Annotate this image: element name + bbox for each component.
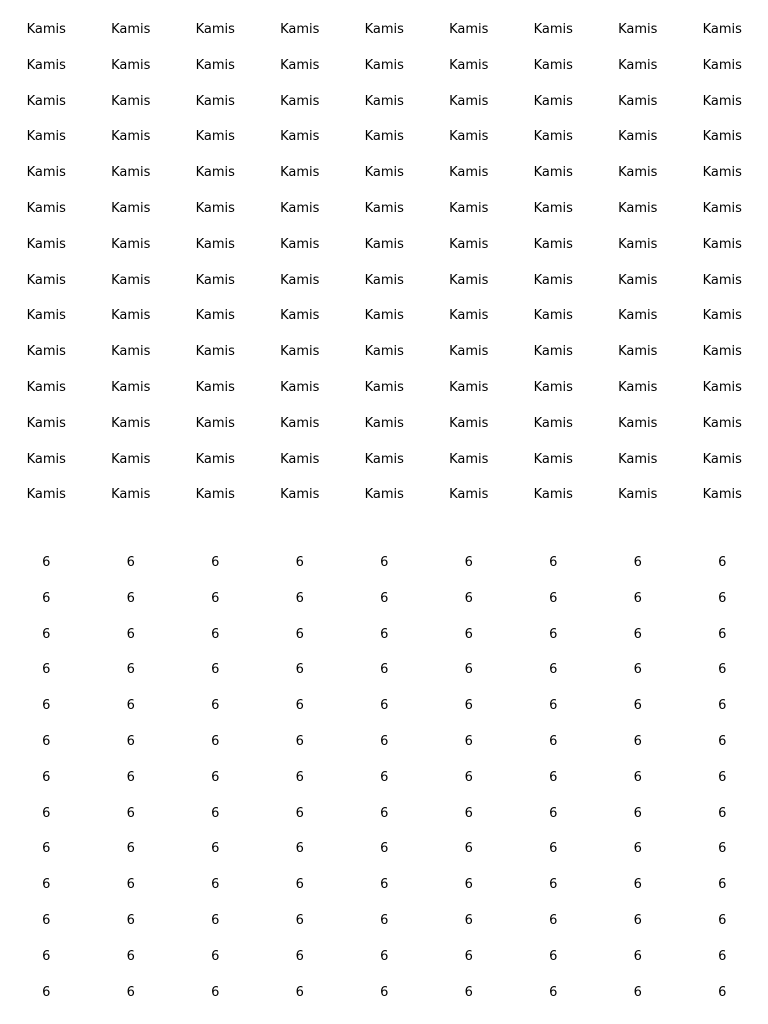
day-number-cell: 6 bbox=[380, 912, 389, 928]
day-name-cell: Kamis bbox=[280, 200, 320, 216]
day-name-cell: Kamis bbox=[533, 57, 573, 73]
day-name-cell: Kamis bbox=[702, 129, 742, 145]
day-name-grid bbox=[0, 20, 768, 521]
day-number-cell: 6 bbox=[549, 555, 558, 570]
day-number-cell: 6 bbox=[718, 626, 727, 642]
day-number-cell: 6 bbox=[211, 698, 220, 714]
day-name-cell: Kamis bbox=[364, 379, 404, 395]
day-name-cell: Kamis bbox=[702, 272, 742, 288]
day-number-cell: 6 bbox=[126, 733, 135, 749]
day-number-cell: 6 bbox=[380, 948, 389, 964]
day-name-cell: Kamis bbox=[280, 93, 320, 109]
day-number-cell: 6 bbox=[126, 555, 135, 570]
day-number-cell: 6 bbox=[42, 912, 51, 928]
day-name-cell: Kamis bbox=[111, 344, 151, 360]
day-number-cell: 6 bbox=[42, 590, 51, 606]
day-name-cell: Kamis bbox=[364, 129, 404, 145]
day-name-cell: Kamis bbox=[449, 93, 489, 109]
day-name-cell: Kamis bbox=[618, 22, 658, 37]
day-name-cell: Kamis bbox=[364, 22, 404, 37]
day-number-cell: 6 bbox=[42, 948, 51, 964]
day-name-cell: Kamis bbox=[195, 22, 235, 37]
day-number-cell: 6 bbox=[211, 805, 220, 821]
day-name-cell: Kamis bbox=[618, 93, 658, 109]
day-name-cell: Kamis bbox=[364, 200, 404, 216]
day-number-cell: 6 bbox=[633, 984, 642, 1000]
day-number-cell: 6 bbox=[464, 662, 473, 678]
day-number-cell: 6 bbox=[380, 590, 389, 606]
day-number-cell: 6 bbox=[126, 698, 135, 714]
day-number-cell: 6 bbox=[126, 769, 135, 785]
day-name-cell: Kamis bbox=[195, 379, 235, 395]
day-number-cell: 6 bbox=[126, 948, 135, 964]
day-name-cell: Kamis bbox=[449, 379, 489, 395]
day-number-cell: 6 bbox=[42, 984, 51, 1000]
day-name-cell: Kamis bbox=[449, 57, 489, 73]
day-name-cell: Kamis bbox=[26, 22, 66, 37]
day-number-cell: 6 bbox=[718, 555, 727, 570]
day-name-cell: Kamis bbox=[702, 93, 742, 109]
day-name-cell: Kamis bbox=[533, 308, 573, 324]
day-name-cell: Kamis bbox=[364, 451, 404, 467]
day-number-cell: 6 bbox=[42, 877, 51, 893]
day-number-cell: 6 bbox=[211, 877, 220, 893]
day-number-cell: 6 bbox=[549, 841, 558, 857]
day-number-cell: 6 bbox=[380, 841, 389, 857]
day-name-cell: Kamis bbox=[364, 93, 404, 109]
day-number-cell: 6 bbox=[718, 698, 727, 714]
day-name-cell: Kamis bbox=[618, 308, 658, 324]
day-number-cell: 6 bbox=[549, 733, 558, 749]
day-number-cell: 6 bbox=[295, 877, 304, 893]
day-number-cell: 6 bbox=[42, 769, 51, 785]
day-number-cell: 6 bbox=[380, 877, 389, 893]
day-number-cell: 6 bbox=[380, 769, 389, 785]
day-name-cell: Kamis bbox=[449, 451, 489, 467]
day-number-cell: 6 bbox=[380, 805, 389, 821]
day-name-cell: Kamis bbox=[26, 236, 66, 252]
day-number-cell: 6 bbox=[633, 805, 642, 821]
day-number-cell: 6 bbox=[718, 805, 727, 821]
day-name-cell: Kamis bbox=[618, 129, 658, 145]
day-number-cell: 6 bbox=[633, 626, 642, 642]
day-number-cell: 6 bbox=[464, 590, 473, 606]
day-number-cell: 6 bbox=[633, 769, 642, 785]
day-number-cell: 6 bbox=[549, 877, 558, 893]
day-name-cell: Kamis bbox=[364, 57, 404, 73]
day-name-cell: Kamis bbox=[533, 165, 573, 181]
day-name-cell: Kamis bbox=[618, 415, 658, 431]
day-number-cell: 6 bbox=[126, 912, 135, 928]
day-number-cell: 6 bbox=[464, 948, 473, 964]
day-name-cell: Kamis bbox=[111, 57, 151, 73]
day-number-cell: 6 bbox=[633, 555, 642, 570]
day-number-grid bbox=[0, 553, 768, 1018]
day-number-cell: 6 bbox=[380, 626, 389, 642]
day-name-cell: Kamis bbox=[702, 415, 742, 431]
day-number-cell: 6 bbox=[42, 733, 51, 749]
day-name-cell: Kamis bbox=[26, 272, 66, 288]
day-name-cell: Kamis bbox=[533, 272, 573, 288]
day-name-cell: Kamis bbox=[364, 236, 404, 252]
day-name-cell: Kamis bbox=[26, 129, 66, 145]
day-number-cell: 6 bbox=[464, 626, 473, 642]
day-name-cell: Kamis bbox=[702, 200, 742, 216]
day-name-cell: Kamis bbox=[111, 415, 151, 431]
day-number-cell: 6 bbox=[295, 912, 304, 928]
day-number-cell: 6 bbox=[211, 733, 220, 749]
day-number-cell: 6 bbox=[549, 626, 558, 642]
day-number-cell: 6 bbox=[380, 662, 389, 678]
day-name-cell: Kamis bbox=[111, 93, 151, 109]
day-number-cell: 6 bbox=[718, 984, 727, 1000]
day-number-cell: 6 bbox=[126, 841, 135, 857]
day-name-cell: Kamis bbox=[280, 22, 320, 37]
day-number-cell: 6 bbox=[633, 948, 642, 964]
day-name-cell: Kamis bbox=[533, 415, 573, 431]
day-name-cell: Kamis bbox=[280, 344, 320, 360]
day-name-cell: Kamis bbox=[702, 308, 742, 324]
day-name-cell: Kamis bbox=[449, 200, 489, 216]
day-name-cell: Kamis bbox=[111, 451, 151, 467]
day-number-cell: 6 bbox=[549, 948, 558, 964]
day-number-cell: 6 bbox=[464, 698, 473, 714]
day-name-cell: Kamis bbox=[533, 344, 573, 360]
day-number-cell: 6 bbox=[126, 590, 135, 606]
day-number-cell: 6 bbox=[126, 662, 135, 678]
day-name-cell: Kamis bbox=[533, 487, 573, 503]
day-number-cell: 6 bbox=[633, 590, 642, 606]
day-name-cell: Kamis bbox=[449, 272, 489, 288]
day-name-cell: Kamis bbox=[618, 487, 658, 503]
day-name-cell: Kamis bbox=[280, 415, 320, 431]
day-number-cell: 6 bbox=[295, 769, 304, 785]
day-number-cell: 6 bbox=[633, 733, 642, 749]
day-number-cell: 6 bbox=[464, 805, 473, 821]
day-number-cell: 6 bbox=[295, 805, 304, 821]
day-number-cell: 6 bbox=[718, 948, 727, 964]
day-number-cell: 6 bbox=[380, 555, 389, 570]
day-name-cell: Kamis bbox=[364, 487, 404, 503]
day-number-cell: 6 bbox=[464, 984, 473, 1000]
day-name-cell: Kamis bbox=[195, 129, 235, 145]
day-number-cell: 6 bbox=[295, 698, 304, 714]
day-name-cell: Kamis bbox=[702, 487, 742, 503]
day-number-cell: 6 bbox=[126, 984, 135, 1000]
day-name-cell: Kamis bbox=[618, 236, 658, 252]
day-name-cell: Kamis bbox=[533, 451, 573, 467]
day-number-cell: 6 bbox=[295, 626, 304, 642]
day-name-cell: Kamis bbox=[449, 415, 489, 431]
day-number-cell: 6 bbox=[295, 948, 304, 964]
day-name-cell: Kamis bbox=[364, 308, 404, 324]
day-name-cell: Kamis bbox=[618, 451, 658, 467]
day-name-cell: Kamis bbox=[449, 487, 489, 503]
day-number-cell: 6 bbox=[718, 590, 727, 606]
day-name-cell: Kamis bbox=[111, 236, 151, 252]
day-name-cell: Kamis bbox=[449, 308, 489, 324]
day-name-cell: Kamis bbox=[280, 57, 320, 73]
day-name-cell: Kamis bbox=[533, 22, 573, 37]
day-number-cell: 6 bbox=[295, 733, 304, 749]
day-number-cell: 6 bbox=[549, 590, 558, 606]
day-number-cell: 6 bbox=[42, 805, 51, 821]
day-name-cell: Kamis bbox=[195, 57, 235, 73]
day-name-cell: Kamis bbox=[195, 451, 235, 467]
day-name-cell: Kamis bbox=[195, 308, 235, 324]
day-name-cell: Kamis bbox=[449, 22, 489, 37]
day-number-cell: 6 bbox=[295, 662, 304, 678]
day-name-cell: Kamis bbox=[449, 129, 489, 145]
day-number-cell: 6 bbox=[549, 805, 558, 821]
day-name-cell: Kamis bbox=[702, 236, 742, 252]
day-number-cell: 6 bbox=[126, 626, 135, 642]
day-name-cell: Kamis bbox=[618, 200, 658, 216]
day-name-cell: Kamis bbox=[26, 487, 66, 503]
day-name-cell: Kamis bbox=[26, 308, 66, 324]
day-name-cell: Kamis bbox=[280, 272, 320, 288]
day-number-cell: 6 bbox=[633, 662, 642, 678]
day-name-cell: Kamis bbox=[195, 236, 235, 252]
day-number-cell: 6 bbox=[126, 877, 135, 893]
day-number-cell: 6 bbox=[718, 877, 727, 893]
day-name-cell: Kamis bbox=[618, 379, 658, 395]
day-name-cell: Kamis bbox=[702, 451, 742, 467]
day-name-cell: Kamis bbox=[195, 487, 235, 503]
day-name-cell: Kamis bbox=[195, 344, 235, 360]
day-name-cell: Kamis bbox=[26, 344, 66, 360]
day-number-cell: 6 bbox=[380, 733, 389, 749]
day-name-cell: Kamis bbox=[111, 200, 151, 216]
day-name-cell: Kamis bbox=[195, 93, 235, 109]
day-name-cell: Kamis bbox=[280, 308, 320, 324]
day-number-cell: 6 bbox=[718, 912, 727, 928]
day-number-cell: 6 bbox=[211, 912, 220, 928]
day-number-cell: 6 bbox=[211, 555, 220, 570]
day-name-cell: Kamis bbox=[702, 344, 742, 360]
day-name-cell: Kamis bbox=[280, 165, 320, 181]
day-number-cell: 6 bbox=[549, 912, 558, 928]
day-number-cell: 6 bbox=[211, 841, 220, 857]
day-name-cell: Kamis bbox=[280, 379, 320, 395]
day-name-cell: Kamis bbox=[111, 308, 151, 324]
day-name-cell: Kamis bbox=[280, 236, 320, 252]
day-name-cell: Kamis bbox=[111, 272, 151, 288]
day-name-cell: Kamis bbox=[111, 129, 151, 145]
day-number-cell: 6 bbox=[211, 948, 220, 964]
day-number-cell: 6 bbox=[633, 698, 642, 714]
day-number-cell: 6 bbox=[211, 590, 220, 606]
day-name-cell: Kamis bbox=[26, 57, 66, 73]
day-name-cell: Kamis bbox=[280, 487, 320, 503]
day-name-cell: Kamis bbox=[111, 487, 151, 503]
day-number-cell: 6 bbox=[211, 626, 220, 642]
day-number-cell: 6 bbox=[211, 662, 220, 678]
day-name-cell: Kamis bbox=[618, 344, 658, 360]
day-number-cell: 6 bbox=[718, 662, 727, 678]
day-number-cell: 6 bbox=[464, 769, 473, 785]
day-name-cell: Kamis bbox=[111, 165, 151, 181]
day-number-cell: 6 bbox=[211, 769, 220, 785]
day-name-cell: Kamis bbox=[195, 415, 235, 431]
day-number-cell: 6 bbox=[126, 805, 135, 821]
day-name-cell: Kamis bbox=[111, 379, 151, 395]
day-name-cell: Kamis bbox=[26, 200, 66, 216]
day-name-cell: Kamis bbox=[195, 165, 235, 181]
day-name-cell: Kamis bbox=[26, 415, 66, 431]
day-name-cell: Kamis bbox=[533, 93, 573, 109]
day-name-cell: Kamis bbox=[533, 200, 573, 216]
day-name-cell: Kamis bbox=[618, 272, 658, 288]
day-name-cell: Kamis bbox=[195, 200, 235, 216]
day-number-cell: 6 bbox=[464, 877, 473, 893]
day-name-cell: Kamis bbox=[449, 344, 489, 360]
day-number-cell: 6 bbox=[295, 555, 304, 570]
day-name-cell: Kamis bbox=[618, 165, 658, 181]
day-number-cell: 6 bbox=[549, 769, 558, 785]
day-number-cell: 6 bbox=[464, 841, 473, 857]
day-name-cell: Kamis bbox=[533, 129, 573, 145]
day-number-cell: 6 bbox=[295, 984, 304, 1000]
day-name-cell: Kamis bbox=[26, 93, 66, 109]
day-number-cell: 6 bbox=[295, 841, 304, 857]
day-number-cell: 6 bbox=[464, 733, 473, 749]
day-name-cell: Kamis bbox=[26, 165, 66, 181]
day-name-cell: Kamis bbox=[702, 57, 742, 73]
day-name-cell: Kamis bbox=[364, 165, 404, 181]
day-number-cell: 6 bbox=[549, 984, 558, 1000]
day-number-cell: 6 bbox=[42, 698, 51, 714]
day-number-cell: 6 bbox=[211, 984, 220, 1000]
day-number-cell: 6 bbox=[549, 662, 558, 678]
day-number-cell: 6 bbox=[633, 877, 642, 893]
day-name-cell: Kamis bbox=[702, 379, 742, 395]
day-name-cell: Kamis bbox=[111, 22, 151, 37]
day-number-cell: 6 bbox=[380, 698, 389, 714]
day-name-cell: Kamis bbox=[533, 379, 573, 395]
day-name-cell: Kamis bbox=[449, 165, 489, 181]
day-number-cell: 6 bbox=[295, 590, 304, 606]
day-number-cell: 6 bbox=[42, 626, 51, 642]
day-number-cell: 6 bbox=[549, 698, 558, 714]
day-name-cell: Kamis bbox=[26, 451, 66, 467]
day-name-cell: Kamis bbox=[702, 22, 742, 37]
day-name-cell: Kamis bbox=[26, 379, 66, 395]
day-number-cell: 6 bbox=[464, 912, 473, 928]
day-number-cell: 6 bbox=[464, 555, 473, 570]
day-number-cell: 6 bbox=[42, 662, 51, 678]
day-number-cell: 6 bbox=[42, 841, 51, 857]
day-number-cell: 6 bbox=[42, 555, 51, 570]
day-number-cell: 6 bbox=[718, 733, 727, 749]
day-number-cell: 6 bbox=[718, 841, 727, 857]
day-name-cell: Kamis bbox=[618, 57, 658, 73]
day-name-cell: Kamis bbox=[364, 344, 404, 360]
day-name-cell: Kamis bbox=[702, 165, 742, 181]
day-name-cell: Kamis bbox=[280, 451, 320, 467]
day-number-cell: 6 bbox=[718, 769, 727, 785]
day-name-cell: Kamis bbox=[195, 272, 235, 288]
day-number-cell: 6 bbox=[633, 912, 642, 928]
day-number-cell: 6 bbox=[380, 984, 389, 1000]
day-name-cell: Kamis bbox=[533, 236, 573, 252]
day-number-cell: 6 bbox=[633, 841, 642, 857]
day-name-cell: Kamis bbox=[280, 129, 320, 145]
day-name-cell: Kamis bbox=[449, 236, 489, 252]
day-name-cell: Kamis bbox=[364, 272, 404, 288]
day-name-cell: Kamis bbox=[364, 415, 404, 431]
